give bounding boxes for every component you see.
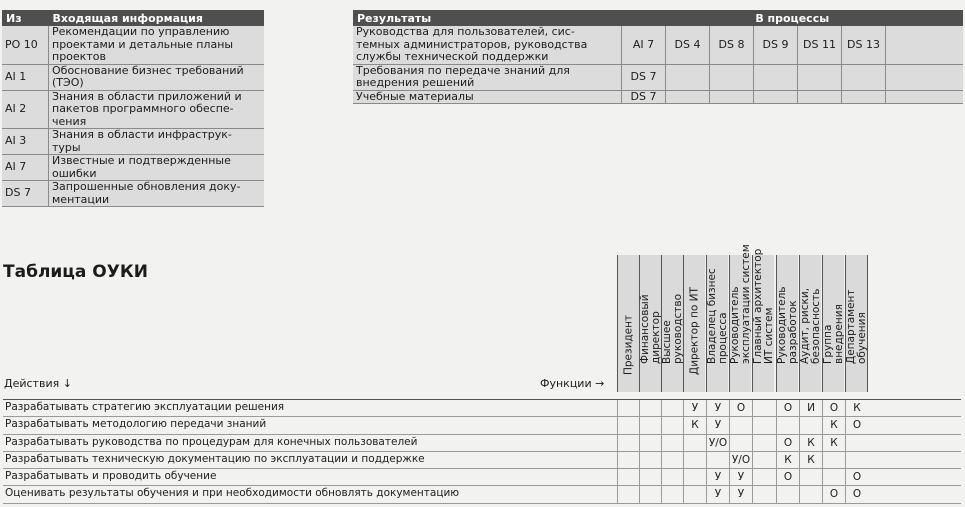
inputs-header-from: Из bbox=[2, 10, 49, 26]
outputs-table bbox=[353, 10, 963, 104]
role-label: Директор по ИТ bbox=[688, 287, 700, 375]
role-column-header bbox=[728, 244, 752, 392]
raci-cell bbox=[729, 435, 752, 451]
output-process bbox=[666, 64, 710, 90]
raci-cell bbox=[752, 452, 775, 468]
input-row bbox=[2, 26, 264, 64]
input-info: Рекомендации по управлению проектами и детальные планы проектов bbox=[49, 26, 265, 64]
raci-cell: К bbox=[683, 417, 706, 433]
output-process bbox=[842, 64, 886, 90]
input-info: Знания в области инфраструк- туры bbox=[49, 129, 265, 155]
input-row bbox=[2, 90, 264, 129]
output-result: Руководства для пользователей, сис- темных администраторов, руководства службы технической поддержки bbox=[353, 26, 622, 64]
input-row bbox=[2, 64, 264, 90]
role-column-header bbox=[751, 248, 775, 392]
input-code: AI 7 bbox=[2, 155, 49, 181]
outputs-body bbox=[353, 26, 963, 104]
role-column-header bbox=[845, 255, 868, 392]
output-process: DS 7 bbox=[622, 90, 666, 104]
raci-cell bbox=[617, 435, 640, 451]
raci-cell: К bbox=[799, 435, 822, 451]
raci-row bbox=[3, 452, 961, 469]
raci-cell bbox=[617, 400, 640, 416]
raci-action: Разрабатывать методологию передачи знаний bbox=[5, 418, 267, 431]
raci-cell bbox=[639, 400, 662, 416]
role-label: Департамент обучения bbox=[844, 289, 868, 364]
output-row bbox=[353, 26, 963, 64]
raci-cell bbox=[799, 417, 822, 433]
output-process: AI 7 bbox=[622, 26, 666, 64]
output-process bbox=[710, 90, 754, 104]
raci-action: Разрабатывать руководства по процедурам для конечных пользователей bbox=[5, 435, 418, 448]
raci-cell: К bbox=[822, 435, 845, 451]
role-column-header bbox=[639, 255, 661, 392]
output-process: DS 9 bbox=[754, 26, 798, 64]
raci-table bbox=[3, 399, 961, 504]
output-process bbox=[754, 64, 798, 90]
raci-action: Оценивать результаты обучения и при необходимости обновлять документацию bbox=[5, 487, 460, 500]
raci-row bbox=[3, 486, 961, 503]
raci-cell bbox=[799, 469, 822, 485]
raci-cell: О bbox=[822, 400, 845, 416]
raci-cell: К bbox=[799, 452, 822, 468]
raci-cell bbox=[729, 417, 752, 433]
output-process bbox=[798, 64, 842, 90]
role-column-header bbox=[683, 255, 705, 392]
raci-cell: У bbox=[706, 417, 729, 433]
role-label: Владелец бизнес процесса bbox=[705, 268, 729, 364]
role-column-header bbox=[822, 255, 844, 392]
functions-label: Функции → bbox=[540, 377, 605, 390]
raci-cell: О bbox=[845, 469, 868, 485]
raci-cell bbox=[639, 486, 662, 502]
inputs-header-info: Входящая информация bbox=[49, 10, 265, 26]
raci-cell: К bbox=[845, 400, 868, 416]
raci-title: Таблица ОУКИ bbox=[3, 262, 148, 282]
raci-cell bbox=[661, 486, 684, 502]
input-row bbox=[2, 181, 264, 207]
raci-cell: И bbox=[799, 400, 822, 416]
raci-cell bbox=[661, 452, 684, 468]
raci-row bbox=[3, 469, 961, 486]
raci-cell bbox=[661, 435, 684, 451]
raci-cell: У/О bbox=[729, 452, 752, 468]
raci-cell: К bbox=[776, 452, 799, 468]
raci-cell: О bbox=[845, 417, 868, 433]
output-filler bbox=[886, 90, 964, 104]
role-label: Аудит, риски, безопасность bbox=[798, 287, 822, 364]
role-column-header bbox=[799, 255, 821, 392]
output-process: DS 7 bbox=[622, 64, 666, 90]
raci-cell bbox=[683, 452, 706, 468]
output-result: Требования по передаче знаний для внедрения решений bbox=[353, 64, 622, 90]
raci-cell bbox=[683, 435, 706, 451]
input-code: DS 7 bbox=[2, 181, 49, 207]
output-process: DS 11 bbox=[798, 26, 842, 64]
outputs-header-row bbox=[353, 10, 963, 26]
raci-row bbox=[3, 435, 961, 452]
raci-cell bbox=[617, 486, 640, 502]
raci-row bbox=[3, 399, 961, 417]
role-label: Президент bbox=[622, 314, 634, 375]
role-label: Финансовый директор bbox=[638, 294, 662, 364]
role-label: Группа внедрения bbox=[821, 304, 845, 364]
raci-cell bbox=[752, 435, 775, 451]
raci-cell bbox=[617, 452, 640, 468]
raci-row bbox=[3, 417, 961, 434]
outputs-header-in-processes: В процессы bbox=[622, 10, 964, 26]
role-label: Руководитель разработок bbox=[775, 286, 799, 364]
raci-cell bbox=[752, 469, 775, 485]
raci-cell bbox=[683, 469, 706, 485]
role-label: Главный архитектор ИТ систем bbox=[751, 248, 775, 364]
raci-cell: У/О bbox=[706, 435, 729, 451]
output-process bbox=[842, 90, 886, 104]
input-info: Обоснование бизнес требований (ТЭО) bbox=[49, 64, 265, 90]
input-code: AI 3 bbox=[2, 129, 49, 155]
raci-cell: О bbox=[822, 486, 845, 502]
raci-cell bbox=[776, 486, 799, 502]
raci-cell bbox=[639, 452, 662, 468]
role-label: Руководитель эксплуатации систем bbox=[728, 244, 752, 364]
raci-cell bbox=[822, 469, 845, 485]
raci-cell bbox=[752, 400, 775, 416]
raci-cell: У bbox=[683, 400, 706, 416]
inputs-table bbox=[2, 10, 264, 207]
role-column-header bbox=[776, 255, 798, 392]
raci-cell: О bbox=[776, 400, 799, 416]
raci-cell: О bbox=[776, 435, 799, 451]
output-process bbox=[666, 90, 710, 104]
input-code: AI 1 bbox=[2, 64, 49, 90]
raci-cell: О bbox=[776, 469, 799, 485]
raci-cell: О bbox=[845, 486, 868, 502]
raci-cell bbox=[752, 417, 775, 433]
input-row bbox=[2, 155, 264, 181]
raci-cell bbox=[845, 452, 868, 468]
raci-cell bbox=[752, 486, 775, 502]
raci-cell: У bbox=[706, 486, 729, 502]
output-process bbox=[754, 90, 798, 104]
raci-action: Разрабатывать и проводить обучение bbox=[5, 470, 217, 483]
raci-cell: У bbox=[729, 469, 752, 485]
output-process bbox=[798, 90, 842, 104]
input-code: PO 10 bbox=[2, 26, 49, 64]
output-filler bbox=[886, 26, 964, 64]
raci-cell bbox=[822, 452, 845, 468]
input-info: Известные и подтвержденные ошибки bbox=[49, 155, 265, 181]
input-info: Знания в области приложений и пакетов программного обеспе- чения bbox=[49, 90, 265, 129]
raci-cell bbox=[661, 400, 684, 416]
input-info: Запрошенные обновления доку- ментации bbox=[49, 181, 265, 207]
raci-cell bbox=[661, 417, 684, 433]
raci-action: Разрабатывать стратегию эксплуатации решения bbox=[5, 401, 285, 413]
output-result: Учебные материалы bbox=[353, 90, 622, 104]
raci-cell bbox=[706, 452, 729, 468]
raci-cell bbox=[661, 469, 684, 485]
output-process: DS 4 bbox=[666, 26, 710, 64]
raci-cell bbox=[617, 469, 640, 485]
raci-cell bbox=[799, 486, 822, 502]
input-row bbox=[2, 129, 264, 155]
raci-cell: У bbox=[706, 469, 729, 485]
inputs-header-row bbox=[2, 10, 264, 26]
output-process bbox=[710, 64, 754, 90]
raci-cell bbox=[639, 469, 662, 485]
raci-cell: К bbox=[822, 417, 845, 433]
raci-cell bbox=[639, 417, 662, 433]
role-label: Высшее руководство bbox=[660, 293, 684, 364]
raci-cell bbox=[683, 486, 706, 502]
raci-cell bbox=[845, 435, 868, 451]
role-column-header bbox=[617, 255, 639, 392]
role-column-header bbox=[706, 255, 728, 392]
input-code: AI 2 bbox=[2, 90, 49, 129]
output-row bbox=[353, 90, 963, 104]
output-filler bbox=[886, 64, 964, 90]
output-process: DS 8 bbox=[710, 26, 754, 64]
raci-cell bbox=[776, 417, 799, 433]
raci-cell: У bbox=[706, 400, 729, 416]
outputs-header-results: Результаты bbox=[353, 10, 622, 26]
role-column-header bbox=[661, 255, 683, 392]
actions-label: Действия ↓ bbox=[4, 377, 72, 390]
output-process: DS 13 bbox=[842, 26, 886, 64]
raci-cell: У bbox=[729, 486, 752, 502]
output-row bbox=[353, 64, 963, 90]
inputs-body bbox=[2, 26, 264, 207]
raci-cell bbox=[617, 417, 640, 433]
raci-cell: О bbox=[729, 400, 752, 416]
raci-action: Разрабатывать техническую документацию по эксплуатации и поддержке bbox=[5, 452, 425, 465]
raci-cell bbox=[639, 435, 662, 451]
